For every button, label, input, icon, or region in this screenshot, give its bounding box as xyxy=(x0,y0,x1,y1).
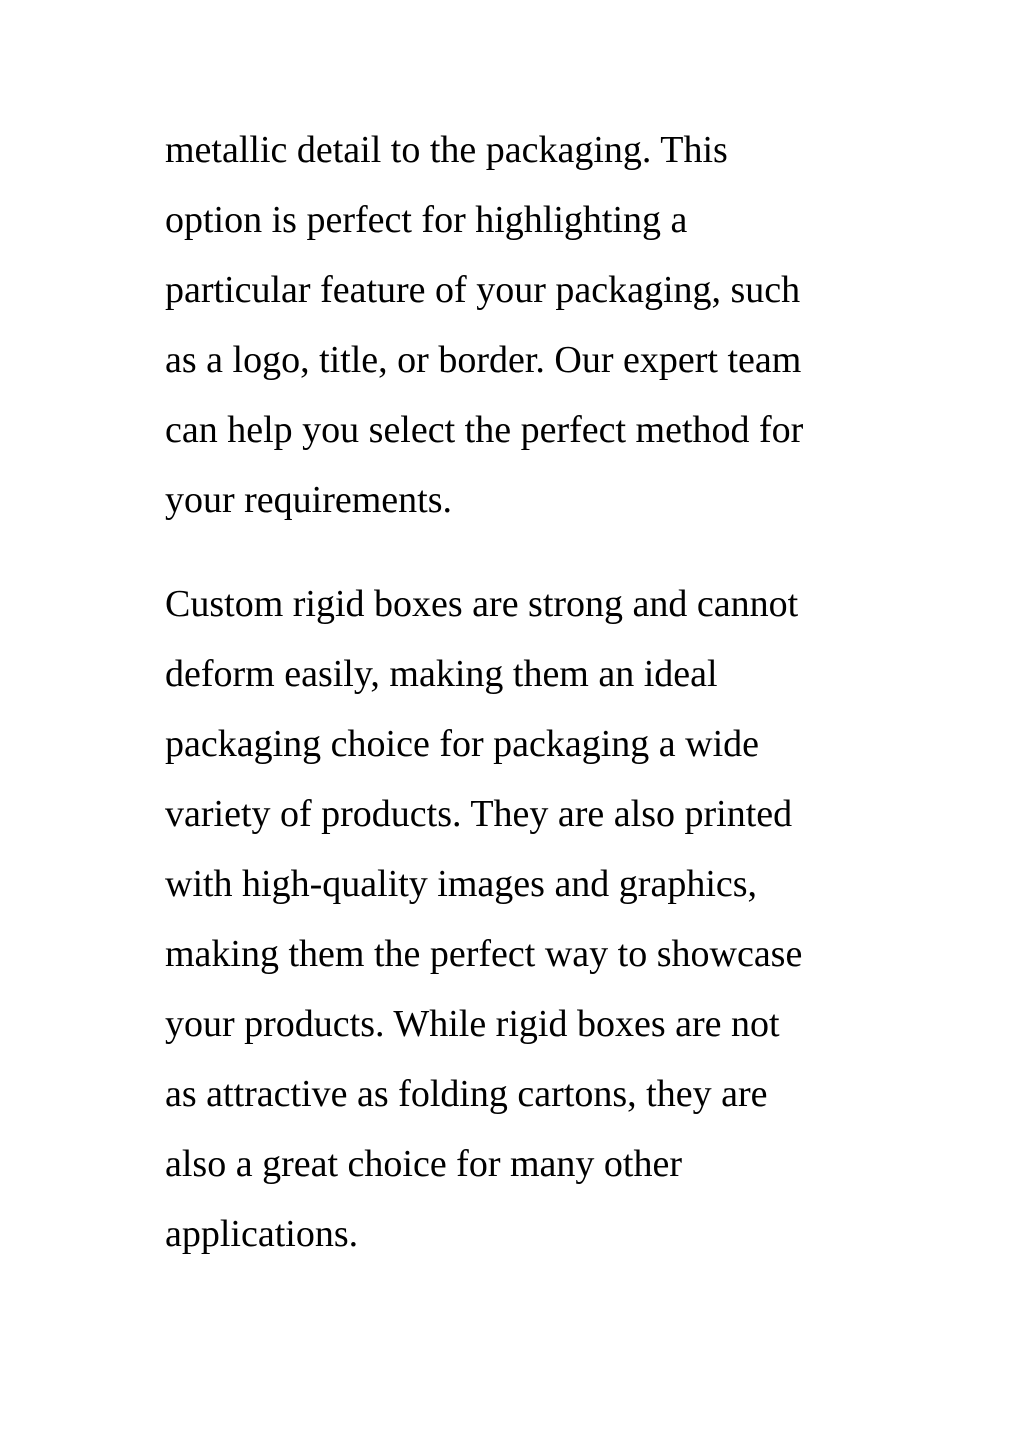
text-line: as attractive as folding cartons, they are xyxy=(165,1073,768,1115)
text-line: with high-quality images and graphics, xyxy=(165,863,758,905)
paragraph-2 xyxy=(165,569,885,1269)
text-line: variety of products. They are also printed xyxy=(165,793,793,835)
text-line: your requirements. xyxy=(165,479,453,521)
text-line: packaging choice for packaging a wide xyxy=(165,723,760,765)
text-line: applications. xyxy=(165,1213,359,1255)
text-line: option is perfect for highlighting a xyxy=(165,199,688,241)
text-line: as a logo, title, or border. Our expert team xyxy=(165,339,802,381)
text-line: also a great choice for many other xyxy=(165,1143,682,1185)
text-line: can help you select the perfect method for xyxy=(165,409,804,451)
paragraph-1 xyxy=(165,115,885,535)
text-line: your products. While rigid boxes are not xyxy=(165,1003,780,1045)
text-line: Custom rigid boxes are strong and cannot xyxy=(165,583,799,625)
text-line: particular feature of your packaging, such xyxy=(165,269,801,311)
text-line: metallic detail to the packaging. This xyxy=(165,129,728,171)
text-line: making them the perfect way to showcase xyxy=(165,933,803,975)
text-line: deform easily, making them an ideal xyxy=(165,653,718,695)
